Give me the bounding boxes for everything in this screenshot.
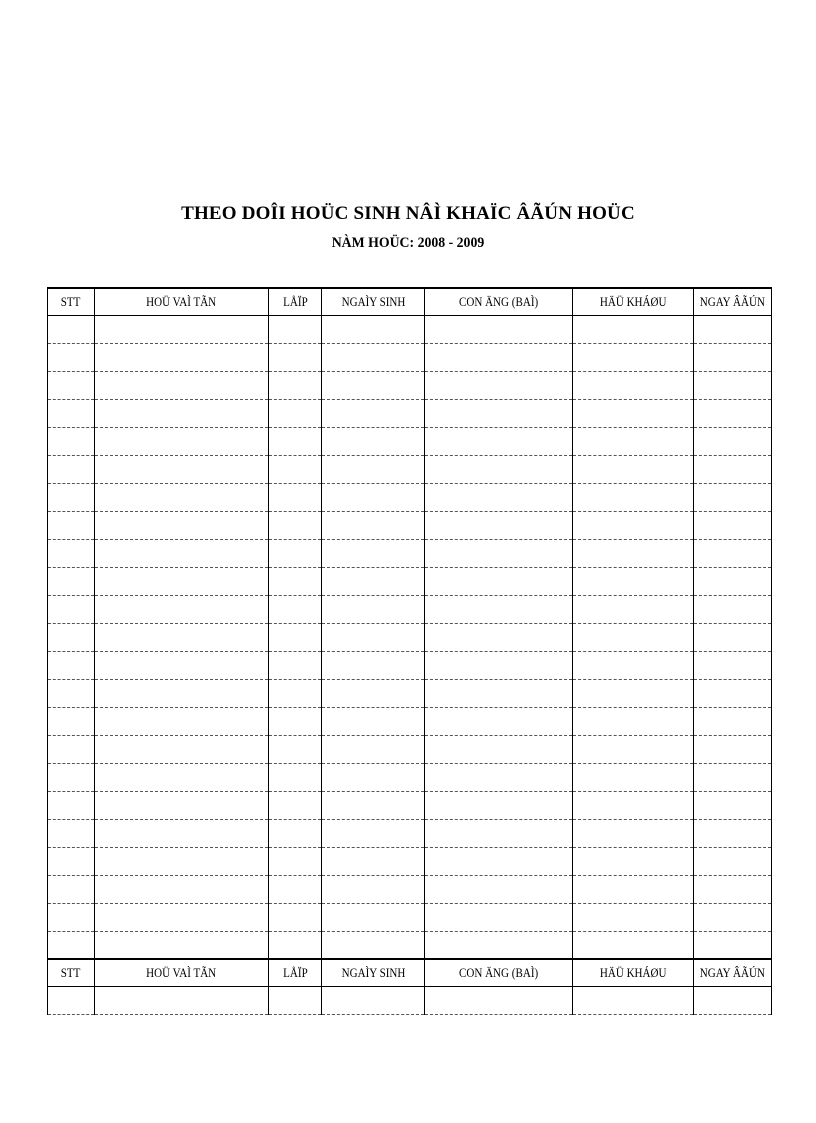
cell-name: [95, 371, 269, 399]
cell-birthdate: [322, 483, 425, 511]
cell-birthdate: [322, 539, 425, 567]
cell-birthdate: [322, 567, 425, 595]
cell-household: [573, 427, 694, 455]
cell-stt: [48, 399, 95, 427]
column-header-stt: [48, 288, 95, 315]
cell-stt: [48, 903, 95, 931]
column-header-name: [95, 288, 269, 315]
cell-class: [269, 455, 322, 483]
cell-arrival-date: [694, 567, 772, 595]
table-row: [48, 931, 772, 959]
cell-class: [269, 679, 322, 707]
column-header-stt: [48, 959, 95, 986]
cell-arrival-date: [694, 903, 772, 931]
cell-birthdate: [322, 343, 425, 371]
cell-arrival-date: [694, 763, 772, 791]
cell-name: [95, 511, 269, 539]
cell-birthdate: [322, 595, 425, 623]
cell-name: [95, 735, 269, 763]
column-header-name: [95, 959, 269, 986]
cell-name: [95, 903, 269, 931]
cell-arrival-date: [694, 455, 772, 483]
column-header-label: STT: [61, 964, 81, 980]
cell-name: [95, 399, 269, 427]
cell-child-of: [425, 511, 573, 539]
cell-child-of: [425, 651, 573, 679]
cell-stt: [48, 763, 95, 791]
column-header-arrival-date: [694, 959, 772, 986]
table-row: [48, 315, 772, 343]
cell-name: [95, 315, 269, 343]
cell-stt: [48, 931, 95, 959]
cell-stt: [48, 875, 95, 903]
cell-household: [573, 371, 694, 399]
column-header-label: HÄÜ KHÁØU: [599, 293, 667, 309]
cell-household: [573, 679, 694, 707]
cell-stt: [48, 847, 95, 875]
cell-class: [269, 819, 322, 847]
cell-arrival-date: [694, 931, 772, 959]
cell-child-of: [425, 903, 573, 931]
cell-household: [573, 483, 694, 511]
cell-name: [95, 791, 269, 819]
table-row: [48, 595, 772, 623]
cell-name: [95, 986, 269, 1014]
column-header-child-of: [425, 959, 573, 986]
cell-child-of: [425, 343, 573, 371]
cell-child-of: [425, 986, 573, 1014]
cell-household: [573, 819, 694, 847]
cell-stt: [48, 623, 95, 651]
table-row: [48, 511, 772, 539]
table-row: [48, 847, 772, 875]
cell-stt: [48, 595, 95, 623]
cell-arrival-date: [694, 679, 772, 707]
cell-name: [95, 875, 269, 903]
table-row: [48, 371, 772, 399]
cell-class: [269, 875, 322, 903]
cell-arrival-date: [694, 315, 772, 343]
cell-household: [573, 511, 694, 539]
cell-stt: [48, 371, 95, 399]
cell-birthdate: [322, 679, 425, 707]
cell-arrival-date: [694, 511, 772, 539]
cell-child-of: [425, 791, 573, 819]
cell-class: [269, 791, 322, 819]
cell-birthdate: [322, 903, 425, 931]
column-header-label: LÅÏP: [282, 964, 308, 980]
cell-birthdate: [322, 763, 425, 791]
cell-birthdate: [322, 847, 425, 875]
cell-household: [573, 455, 694, 483]
cell-household: [573, 707, 694, 735]
cell-class: [269, 595, 322, 623]
column-header-class: [269, 288, 322, 315]
column-header-label: HÄÜ KHÁØU: [599, 964, 667, 980]
cell-birthdate: [322, 735, 425, 763]
cell-household: [573, 791, 694, 819]
cell-household: [573, 735, 694, 763]
cell-household: [573, 875, 694, 903]
column-header-label: NGAÌY SINH: [341, 293, 405, 309]
cell-birthdate: [322, 819, 425, 847]
cell-birthdate: [322, 931, 425, 959]
cell-class: [269, 986, 322, 1014]
cell-name: [95, 707, 269, 735]
cell-arrival-date: [694, 595, 772, 623]
cell-birthdate: [322, 707, 425, 735]
column-header-child-of: [425, 288, 573, 315]
cell-household: [573, 651, 694, 679]
cell-arrival-date: [694, 707, 772, 735]
table-row: [48, 567, 772, 595]
cell-child-of: [425, 623, 573, 651]
cell-stt: [48, 343, 95, 371]
cell-household: [573, 763, 694, 791]
cell-stt: [48, 427, 95, 455]
cell-child-of: [425, 427, 573, 455]
cell-birthdate: [322, 399, 425, 427]
table-row: [48, 651, 772, 679]
cell-name: [95, 623, 269, 651]
column-header-label: NGAÌY SINH: [341, 964, 405, 980]
cell-name: [95, 539, 269, 567]
cell-child-of: [425, 567, 573, 595]
cell-child-of: [425, 735, 573, 763]
column-header-label: HOÜ VAÌ TÃN: [146, 964, 217, 980]
cell-birthdate: [322, 511, 425, 539]
table-row: [48, 539, 772, 567]
column-header-class: [269, 959, 322, 986]
cell-name: [95, 455, 269, 483]
cell-arrival-date: [694, 847, 772, 875]
cell-household: [573, 567, 694, 595]
table-row: [48, 399, 772, 427]
cell-class: [269, 931, 322, 959]
cell-name: [95, 427, 269, 455]
cell-stt: [48, 707, 95, 735]
page-title: THEO DOÎI HOÜC SINH NÂÌ KHAÏC ÂÃÚN HOÜC: [181, 203, 635, 224]
cell-stt: [48, 511, 95, 539]
cell-class: [269, 623, 322, 651]
cell-arrival-date: [694, 735, 772, 763]
cell-birthdate: [322, 875, 425, 903]
cell-class: [269, 903, 322, 931]
cell-arrival-date: [694, 791, 772, 819]
table-row: [48, 623, 772, 651]
cell-birthdate: [322, 455, 425, 483]
cell-arrival-date: [694, 371, 772, 399]
cell-class: [269, 707, 322, 735]
cell-name: [95, 567, 269, 595]
table-row: [48, 427, 772, 455]
cell-name: [95, 763, 269, 791]
cell-child-of: [425, 595, 573, 623]
table-row: [48, 735, 772, 763]
cell-household: [573, 903, 694, 931]
cell-stt: [48, 986, 95, 1014]
cell-household: [573, 343, 694, 371]
cell-child-of: [425, 763, 573, 791]
cell-name: [95, 847, 269, 875]
column-header-household: [573, 288, 694, 315]
column-header-arrival-date: [694, 288, 772, 315]
repeated-header-row: [48, 959, 772, 986]
cell-stt: [48, 651, 95, 679]
cell-class: [269, 343, 322, 371]
column-header-label: CON ÄNG (BAÌ): [458, 293, 539, 309]
table-row: [48, 679, 772, 707]
cell-name: [95, 343, 269, 371]
cell-class: [269, 763, 322, 791]
cell-arrival-date: [694, 343, 772, 371]
cell-child-of: [425, 315, 573, 343]
column-header-label: HOÜ VAÌ TÃN: [146, 293, 217, 309]
cell-child-of: [425, 875, 573, 903]
table-row: [48, 343, 772, 371]
table-row: [48, 707, 772, 735]
cell-name: [95, 651, 269, 679]
cell-name: [95, 483, 269, 511]
cell-child-of: [425, 931, 573, 959]
cell-household: [573, 986, 694, 1014]
column-header-birthdate: [322, 288, 425, 315]
student-tracking-table: [47, 287, 772, 1015]
cell-household: [573, 847, 694, 875]
cell-stt: [48, 679, 95, 707]
cell-birthdate: [322, 651, 425, 679]
cell-arrival-date: [694, 539, 772, 567]
cell-child-of: [425, 847, 573, 875]
cell-class: [269, 651, 322, 679]
cell-birthdate: [322, 371, 425, 399]
cell-birthdate: [322, 791, 425, 819]
cell-name: [95, 679, 269, 707]
cell-stt: [48, 315, 95, 343]
cell-name: [95, 819, 269, 847]
cell-name: [95, 931, 269, 959]
table-row: [48, 875, 772, 903]
column-header-label: STT: [61, 293, 81, 309]
cell-stt: [48, 455, 95, 483]
cell-arrival-date: [694, 399, 772, 427]
cell-name: [95, 595, 269, 623]
table-row: [48, 819, 772, 847]
table-row: [48, 455, 772, 483]
cell-birthdate: [322, 623, 425, 651]
cell-arrival-date: [694, 427, 772, 455]
cell-class: [269, 315, 322, 343]
table-row: [48, 483, 772, 511]
cell-household: [573, 931, 694, 959]
cell-class: [269, 511, 322, 539]
cell-class: [269, 427, 322, 455]
cell-child-of: [425, 819, 573, 847]
cell-arrival-date: [694, 986, 772, 1014]
cell-stt: [48, 483, 95, 511]
column-header-label: NGAY ÂÃÚN: [699, 964, 766, 980]
cell-class: [269, 539, 322, 567]
cell-stt: [48, 819, 95, 847]
column-header-birthdate: [322, 959, 425, 986]
cell-child-of: [425, 679, 573, 707]
cell-class: [269, 371, 322, 399]
table-row: [48, 903, 772, 931]
cell-household: [573, 595, 694, 623]
cell-household: [573, 623, 694, 651]
cell-household: [573, 399, 694, 427]
cell-child-of: [425, 707, 573, 735]
cell-household: [573, 539, 694, 567]
cell-arrival-date: [694, 875, 772, 903]
cell-arrival-date: [694, 623, 772, 651]
cell-class: [269, 399, 322, 427]
table-row: [48, 791, 772, 819]
cell-arrival-date: [694, 483, 772, 511]
column-header-label: CON ÄNG (BAÌ): [458, 964, 539, 980]
cell-class: [269, 483, 322, 511]
cell-child-of: [425, 371, 573, 399]
cell-birthdate: [322, 315, 425, 343]
cell-household: [573, 315, 694, 343]
column-header-label: NGAY ÂÃÚN: [699, 293, 766, 309]
cell-class: [269, 567, 322, 595]
cell-class: [269, 847, 322, 875]
cell-stt: [48, 735, 95, 763]
cell-child-of: [425, 399, 573, 427]
cell-child-of: [425, 539, 573, 567]
school-year-subtitle: NÀM HOÜC: 2008 - 2009: [331, 235, 485, 251]
header-row: [48, 288, 772, 315]
table-row: [48, 986, 772, 1014]
cell-stt: [48, 567, 95, 595]
cell-arrival-date: [694, 819, 772, 847]
cell-birthdate: [322, 986, 425, 1014]
cell-stt: [48, 539, 95, 567]
cell-birthdate: [322, 427, 425, 455]
cell-arrival-date: [694, 651, 772, 679]
cell-stt: [48, 791, 95, 819]
column-header-label: LÅÏP: [282, 293, 308, 309]
cell-child-of: [425, 455, 573, 483]
table-row: [48, 763, 772, 791]
cell-child-of: [425, 483, 573, 511]
cell-class: [269, 735, 322, 763]
column-header-household: [573, 959, 694, 986]
